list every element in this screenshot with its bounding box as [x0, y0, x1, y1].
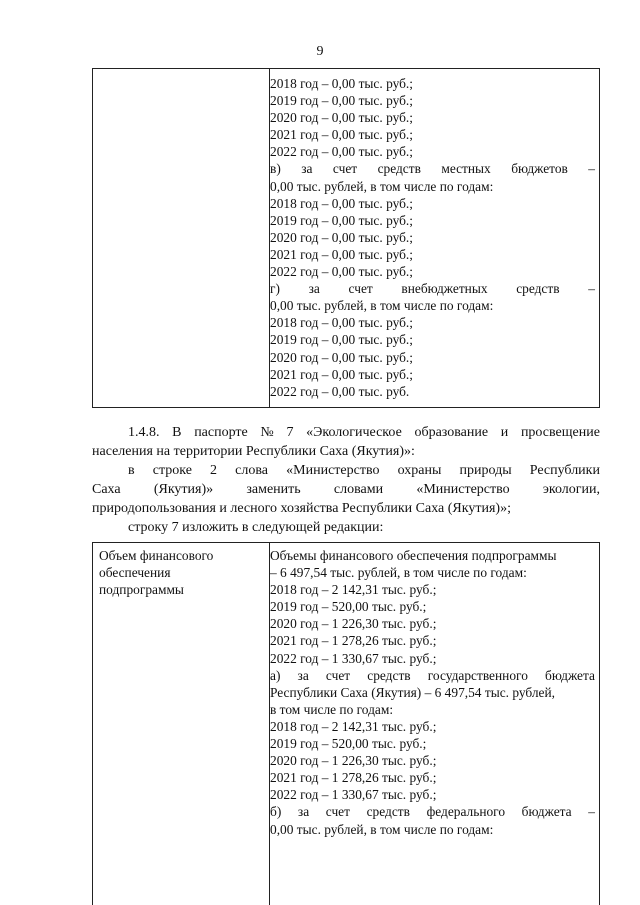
text-line: 2020 год – 0,00 тыс. руб.; [270, 349, 413, 365]
text-line: 2022 год – 0,00 тыс. руб.; [270, 144, 413, 160]
text-line: 2019 год – 520,00 тыс. руб.; [270, 736, 427, 752]
row-label-line: подпрограммы [99, 582, 184, 597]
text-line: 0,00 тыс. рублей, в том числе по годам: [270, 178, 494, 194]
paragraph-1-line-2: населения на территории Республики Саха (Якутия)»: [92, 444, 415, 459]
word: бюджета [545, 667, 595, 683]
word: паспорте [194, 425, 248, 440]
text-line: 2021 год – 0,00 тыс. руб.; [270, 127, 413, 143]
text-line: 2018 год – 0,00 тыс. руб.; [270, 76, 413, 91]
text-line: 2022 год – 0,00 тыс. руб.; [270, 264, 413, 280]
word: за [301, 161, 313, 177]
text-line: 2019 год – 0,00 тыс. руб.; [270, 93, 413, 109]
funding-volume-table [92, 542, 600, 905]
word: словами [333, 482, 384, 497]
word: за [297, 667, 309, 683]
text-line: 2020 год – 0,00 тыс. руб.; [270, 229, 413, 245]
amendment-text [92, 423, 600, 537]
word: экологии, [542, 482, 600, 497]
text-line: 2018 год – 0,00 тыс. руб.; [270, 315, 413, 331]
word: 7 [286, 425, 294, 440]
text-line: 2018 год – 2 142,31 тыс. руб.; [270, 718, 437, 734]
funding-details-cell [270, 75, 599, 400]
word: – [588, 281, 595, 297]
word: средств [377, 161, 421, 177]
word: Саха [92, 482, 121, 497]
text-line: 2021 год – 0,00 тыс. руб.; [270, 366, 413, 382]
word: счет [325, 804, 350, 820]
text-line: – 6 497,54 тыс. рублей, в том числе по годам: [270, 565, 527, 581]
text-line [270, 667, 599, 684]
text-line: 2018 год – 2 142,31 тыс. руб.; [270, 582, 437, 598]
word: счет [325, 667, 351, 683]
word: Республики [529, 463, 600, 478]
word: в [128, 463, 135, 478]
text-line [270, 160, 599, 177]
text-line: 2022 год – 1 330,67 тыс. руб.; [270, 787, 437, 803]
row-label-cell [99, 547, 265, 598]
word: бюджетов [511, 161, 568, 177]
word: 2 [210, 463, 218, 478]
text-line: 2021 год – 0,00 тыс. руб.; [270, 246, 413, 262]
word: средств [366, 804, 410, 820]
word: № [260, 425, 274, 440]
paragraph-2-line-3: природопользования и лесного хозяйства Республики Саха (Якутия)»; [92, 501, 511, 516]
word: средств [367, 667, 411, 683]
text-line: 0,00 тыс. рублей, в том числе по годам: [270, 821, 494, 837]
text-line [270, 803, 599, 820]
word: природы [459, 463, 512, 478]
paragraph-3-line-1: строку 7 изложить в следующей редакции: [128, 520, 384, 535]
word: в) [270, 161, 281, 177]
text-line: 2019 год – 0,00 тыс. руб.; [270, 212, 413, 228]
word: 1.4.8. [128, 425, 160, 440]
word: «Экологическое [306, 425, 402, 440]
word: образование [414, 425, 489, 440]
word: «Министерство [286, 463, 380, 478]
word: заменить [246, 482, 301, 497]
text-line: 2020 год – 0,00 тыс. руб.; [270, 110, 413, 126]
word: охраны [397, 463, 442, 478]
word: б) [270, 804, 282, 820]
row-label-line: Объем финансового [99, 548, 214, 563]
text-line: в том числе по годам: [270, 701, 394, 717]
word: бюджета [521, 804, 572, 820]
word: – [588, 804, 595, 820]
text-line: 2022 год – 1 330,67 тыс. руб.; [270, 650, 437, 666]
text-line: Объемы финансового обеспечения подпрограммы [270, 548, 557, 563]
text-line: 2021 год – 1 278,26 тыс. руб.; [270, 633, 437, 649]
word: строке [152, 463, 192, 478]
paragraph-2-line-2 [92, 480, 600, 499]
word: внебюджетных [401, 281, 488, 297]
word: слова [235, 463, 269, 478]
funding-table-continuation [92, 68, 600, 408]
text-line: 2019 год – 520,00 тыс. руб.; [270, 599, 427, 615]
word: средств [516, 281, 560, 297]
paragraph-1-line-1 [92, 423, 600, 442]
word: (Якутия)» [153, 482, 214, 497]
text-line [270, 280, 599, 297]
page-number: 9 [316, 44, 324, 59]
word: федерального [426, 804, 506, 820]
word: и [500, 425, 509, 440]
funding-volume-cell [270, 547, 599, 838]
word: В [172, 425, 182, 440]
row-label-line: обеспечения [99, 565, 171, 580]
paragraph-2-line-1 [92, 461, 600, 480]
text-line: 2022 год – 0,00 тыс. руб. [270, 383, 410, 399]
word: местных [441, 161, 491, 177]
word: «Министерство [416, 482, 510, 497]
word: г) [270, 281, 280, 297]
text-line: 2020 год – 1 226,30 тыс. руб.; [270, 753, 437, 769]
text-line: 2018 год – 0,00 тыс. руб.; [270, 195, 413, 211]
text-line: 2021 год – 1 278,26 тыс. руб.; [270, 770, 437, 786]
text-line: Республики Саха (Якутия) – 6 497,54 тыс. рублей, [270, 684, 555, 700]
word: за [308, 281, 320, 297]
text-line: 2019 год – 0,00 тыс. руб.; [270, 332, 413, 348]
text-line: 2020 год – 1 226,30 тыс. руб.; [270, 616, 437, 632]
word: за [297, 804, 310, 820]
word: счет [348, 281, 373, 297]
text-line: 0,00 тыс. рублей, в том числе по годам: [270, 298, 494, 314]
word: счет [332, 161, 358, 177]
word: просвещение [520, 425, 600, 440]
word: государственного [427, 667, 528, 683]
word: – [588, 161, 595, 177]
word: а) [270, 667, 281, 683]
